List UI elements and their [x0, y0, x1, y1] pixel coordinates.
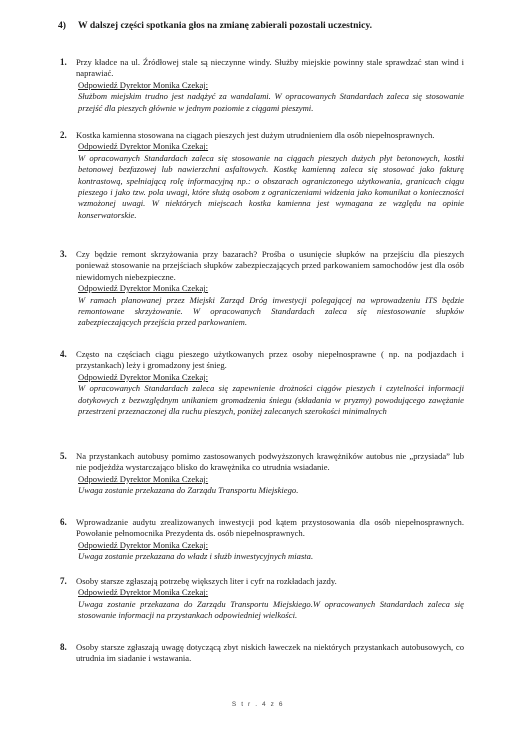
list-item	[60, 576, 464, 622]
list-item	[60, 517, 464, 563]
response-label: Odpowiedź Dyrektor Monika Czekaj:	[78, 473, 209, 484]
response-label: Odpowiedź Dyrektor Monika Czekaj:	[78, 587, 209, 598]
item-question: Czy będzie remont skrzyżowania przy bazarach? Prośba o usunięcie słupków na przejściu dla pieszych ponieważ stosowanie na przejściach słupków zabezpieczających przed parkowaniem samochodów jest dla osób niewidomych niebezpieczne.	[76, 249, 464, 282]
response-label: Odpowiedź Dyrektor Monika Czekaj:	[78, 371, 209, 382]
item-number: 3.	[60, 249, 67, 259]
response-text: Uwaga zostanie przekazana do Zarządu Transportu Miejskiego.W opracowanych Standardach zaleca się stosowanie informacji na przystankach odpowiedniej wielkości.	[78, 598, 464, 621]
list-item	[60, 57, 464, 114]
item-question: Osoby starsze zgłaszają potrzebę większych liter i cyfr na rozkładach jazdy.	[76, 576, 337, 586]
item-response	[78, 80, 464, 114]
item-response	[78, 372, 464, 418]
list-item	[60, 642, 464, 665]
response-text: W opracowanych Standardach zaleca się zapewnienie drożności ciągów pieszych i czytelności informacji dotykowych z bezwzględnym unikaniem gromadzenia śniegu (składania w pryzmy) powodującego zawężanie przestrzeni przeznaczonej dla ruchu pieszych, poniżej zalecanych szerokości minimalnych	[78, 383, 464, 417]
response-label: Odpowiedź Dyrektor Monika Czekaj:	[78, 79, 209, 90]
response-text: W opracowanych Standardach zaleca się stosowanie na ciągach pieszych dużych płyt betonowych, kostki betonowej bezfazowej lub nawierzchni asfaltowych. Kostkę kamienną zaleca się stosować jako fakturę kontrastową, spełniającą rolę informacyjną np.: o obszarach ograniczonego użytkowania, granicach ciągu pieszego i jako tzw. pola uwagi, które służą osobom z ograniczeniami widzenia jako komunikat o konieczności wzmożonej uwagi. W niektórych miejscach kostka kamienna jest wymagana ze względu na opinie konserwatorskie.	[78, 152, 464, 220]
section-heading	[58, 20, 478, 32]
item-number: 6.	[60, 517, 67, 527]
item-response	[78, 141, 464, 221]
section-title: W dalszej części spotkania głos na zmianę zabierali pozostali uczestnicy.	[78, 20, 373, 31]
item-number: 7.	[60, 576, 67, 586]
item-response	[78, 474, 464, 497]
item-question: Często na częściach ciągu pieszego użytkowanych przez osoby niepełnosprawne ( np. na podjazdach i przystankach) leży i gromadzony jest śnieg.	[76, 349, 464, 371]
item-question: Wprowadzanie audytu zrealizowanych inwestycji pod kątem przystosowania dla osób niepełnosprawnych. Powołanie pełnomocnika Prezydenta ds. osób niepełnosprawnych.	[76, 517, 464, 539]
item-question: Na przystankach autobusy pomimo zastosowanych podwyższonych krawężników autobus nie „przysiada” lub nie podjeżdża wystarczająco blisko do krawężnika co utrudnia wsiadanie.	[76, 451, 464, 473]
item-question: Kostka kamienna stosowana na ciągach pieszych jest dużym utrudnieniem dla osób niepełnosprawnych.	[76, 130, 435, 140]
section-number: 4)	[58, 20, 66, 31]
response-text: Służbom miejskim trudno jest nadążyć za wandalami. W opracowanych Standardach zaleca się stosowanie przejść dla pieszych głównie w jednym poziomie z ciągami pieszymi.	[78, 91, 464, 113]
list-item	[60, 451, 464, 497]
response-text: Uwaga zostanie przekazana do Zarządu Transportu Miejskiego.	[78, 485, 299, 496]
item-response	[78, 283, 464, 329]
list-item	[60, 349, 464, 417]
item-response	[78, 540, 464, 563]
item-number: 8.	[60, 642, 67, 652]
item-number: 2.	[60, 130, 67, 140]
item-question: Przy kładce na ul. Źródłowej stale są nieczynne windy. Służby miejskie powinny stale sprawdzać stan wind i naprawiać.	[76, 57, 464, 79]
item-number: 5.	[60, 451, 67, 461]
response-text: Uwaga zostanie przekazana do władz i służb inwestycyjnych miasta.	[78, 551, 314, 562]
response-label: Odpowiedź Dyrektor Monika Czekaj:	[78, 283, 209, 294]
page-number: S t r . 4 z 6	[231, 701, 285, 708]
list-item	[60, 130, 464, 221]
response-text: W ramach planowanej przez Miejski Zarząd Dróg inwestycji polegającej na wprowadzeniu ITS będzie remontowane skrzyżowanie. W opracowanych Standardach zaleca się niestosowanie słupków zabezpieczających przejścia przed parkowaniem.	[78, 294, 464, 328]
item-response	[78, 587, 464, 621]
response-label: Odpowiedź Dyrektor Monika Czekaj:	[78, 539, 209, 550]
list-item	[60, 249, 464, 329]
item-question: Osoby starsze zgłaszają uwagę dotyczącą zbyt niskich ławeczek na niektórych przystankach autobusowych, co utrudnia im siadanie i wstawania.	[76, 642, 464, 664]
item-number: 4.	[60, 349, 67, 359]
item-number: 1.	[60, 57, 67, 67]
response-label: Odpowiedź Dyrektor Monika Czekaj:	[78, 141, 209, 152]
